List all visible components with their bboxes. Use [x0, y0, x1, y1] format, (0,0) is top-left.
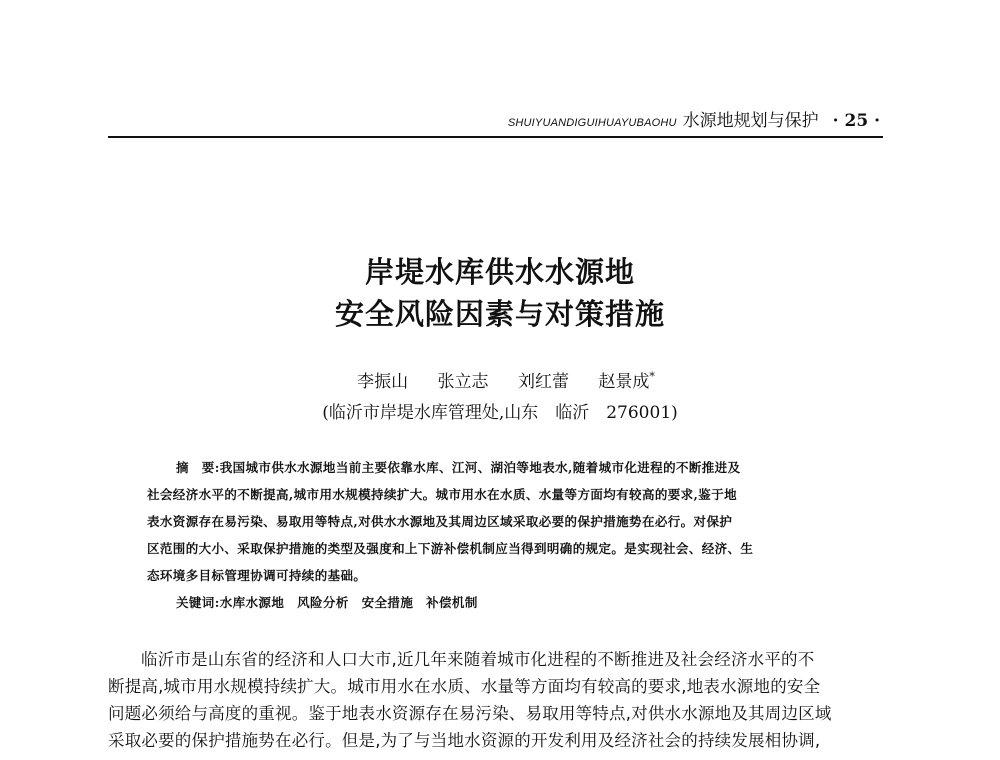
keywords-label: 关键词: [176, 595, 220, 610]
running-header [108, 106, 880, 136]
header-pinyin: SHUIYUANDIGUIHUAYUBAOHU [507, 117, 677, 129]
abstract-line: 社会经济水平的不断提高,城市用水规模持续扩大。城市用水在水质、水量等方面均有较高的要求,鉴于地 [147, 487, 738, 502]
article-title-line-2: 安全风险因素与对策措施 [334, 297, 665, 331]
abstract-line [176, 458, 740, 476]
body-paragraph-line: 临沂市是山东省的经济和人口大市,近几年来随着城市化进程的不断推进及社会经济水平的不 [141, 650, 815, 669]
abstract-line: 态环境多目标管理协调可持续的基础。 [147, 568, 367, 583]
keywords-line [176, 593, 478, 611]
author-name: 赵景成 [598, 372, 650, 392]
author-list [0, 367, 1000, 392]
corresponding-author-mark: * [649, 370, 655, 384]
abstract-line: 区范围的大小、采取保护措施的类型及强度和上下游补偿机制应当得到明确的规定。是实现社会、经济、生 [147, 541, 754, 556]
abstract-label: 摘 要: [176, 460, 220, 475]
article-title-line-1: 岸堤水库供水水源地 [364, 255, 635, 289]
header-rule [108, 136, 883, 138]
body-paragraph-line: 问题必须给与高度的重视。鉴于地表水资源存在易污染、易取用等特点,对供水水源地及其周边区域 [108, 704, 832, 723]
author-name: 张立志 [437, 372, 489, 392]
affiliation: (临沂市岸堤水库管理处,山东 临沂 276001) [322, 403, 678, 423]
author-name: 刘红蕾 [517, 372, 569, 392]
keywords-text: 水库水源地 风险分析 安全措施 补偿机制 [219, 595, 478, 610]
page-number: · 25 · [832, 111, 880, 131]
author-name: 李振山 [357, 372, 409, 392]
abstract-line: 表水资源存在易污染、易取用等特点,对供水水源地及其周边区域采取必要的保护措施势在必行。对保护 [147, 514, 733, 529]
header-section-title: 水源地规划与保护 [682, 111, 819, 131]
body-paragraph-line: 断提高,城市用水规模持续扩大。城市用水在水质、水量等方面均有较高的要求,地表水源地的安全 [108, 677, 821, 696]
body-paragraph-line: 采取必要的保护措施势在必行。但是,为了与当地水资源的开发利用及经济社会的持续发展相协调, [108, 731, 821, 750]
abstract-text: 我国城市供水水源地当前主要依靠水库、江河、湖泊等地表水,随着城市化进程的不断推进及 [219, 460, 741, 475]
